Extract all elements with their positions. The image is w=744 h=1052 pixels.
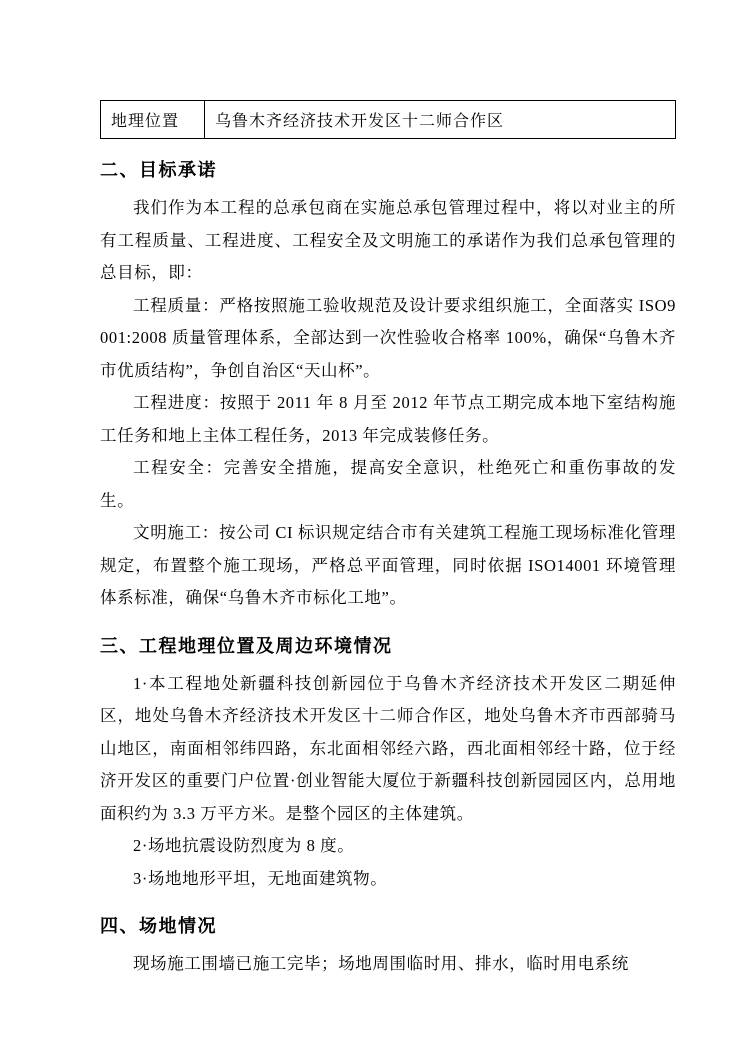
paragraph: 工程质量：严格按照施工验收规范及设计要求组织施工，全面落实 ISO9001:2008 质量管理体系，全部达到一次性验收合格率 100%，确保“乌鲁木齐市优质结构”，争创自治区“天山杯”。	[100, 295, 676, 380]
paragraph: 文明施工：按公司 CI 标识规定结合市有关建筑工程施工现场标准化管理规定，布置整个施工现场，严格总平面管理，同时依据 ISO14001 环境管理体系标准，确保“乌鲁木齐市标化工地”。	[100, 523, 676, 607]
section-site-condition	[100, 912, 676, 981]
paragraph: 工程安全：完善安全措施，提高安全意识，杜绝死亡和重伤事故的发生。	[100, 458, 676, 510]
paragraph: 现场施工围墙已施工完毕；场地周围临时用、排水，临时用电系统	[133, 954, 629, 973]
paragraph: 1·本工程地处新疆科技创新园位于乌鲁木齐经济技术开发区二期延伸区，地处乌鲁木齐经济技术开发区十二师合作区，地处乌鲁木齐市西部骑马山地区，南面相邻纬四路，东北面相邻经六路，西北面相邻经十路，位于经济开发区的重要门户位置·创业智能大厦位于新疆科技创新园园区内，总用地面积约为 3.3 万平方米。是整个园区的主体建筑。	[100, 673, 676, 823]
location-value-cell: 乌鲁木齐经济技术开发区十二师合作区	[205, 101, 676, 139]
section-goal-commitment	[100, 156, 676, 615]
paragraph: 我们作为本工程的总承包商在实施总承包管理过程中，将以对业主的所有工程质量、工程进度、工程安全及文明施工的承诺作为我们总承包管理的总目标，即：	[100, 198, 676, 282]
paragraph: 3·场地地形平坦，无地面建筑物。	[133, 868, 388, 888]
table-row	[101, 101, 676, 139]
section-location-environment	[100, 632, 676, 896]
section-heading-location-environment: 三、工程地理位置及周边环境情况	[100, 635, 393, 656]
paragraph: 2·场地抗震设防烈度为 8 度。	[133, 836, 355, 855]
location-table	[100, 100, 676, 139]
section-heading-goal-commitment: 二、目标承诺	[100, 160, 217, 180]
paragraph: 工程进度：按照于 2011 年 8 月至 2012 年节点工期完成本地下室结构施工任务和地上主体工程任务，2013 年完成装修任务。	[100, 393, 676, 445]
section-heading-site-condition: 四、场地情况	[100, 916, 217, 936]
location-label-cell: 地理位置	[101, 101, 205, 139]
